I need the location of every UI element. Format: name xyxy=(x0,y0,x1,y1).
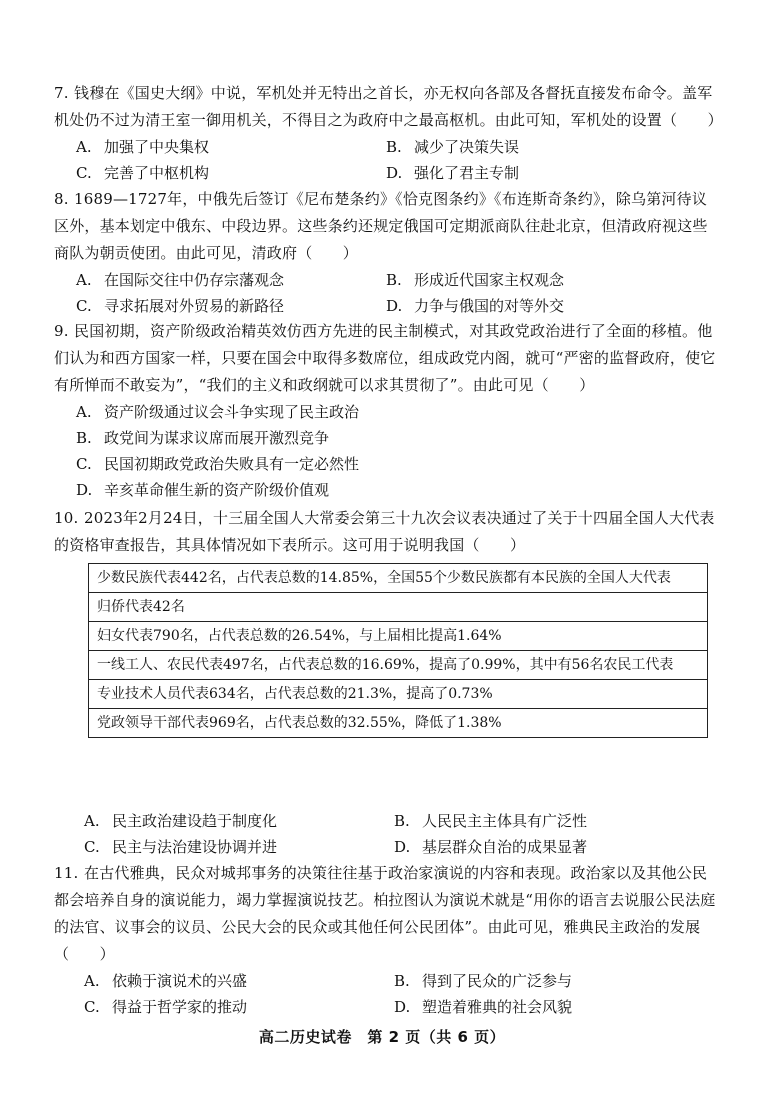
option-label: D. xyxy=(76,481,93,499)
option-text: 得益于哲学家的推动 xyxy=(112,998,248,1016)
table-row xyxy=(89,709,708,738)
question-number: 10. xyxy=(54,509,79,527)
question-9-stem xyxy=(54,318,720,399)
question-11 xyxy=(54,860,720,1020)
option-label: B. xyxy=(394,972,410,990)
option-label: C. xyxy=(76,164,92,182)
option-b[interactable] xyxy=(386,134,726,160)
option-a[interactable] xyxy=(76,134,386,160)
option-c[interactable] xyxy=(76,293,386,319)
table-cell: 妇女代表790名，占代表总数的26.54%，与上届相比提高1.64% xyxy=(89,622,708,651)
question-number: 8. xyxy=(54,190,69,208)
question-8-options xyxy=(54,267,720,319)
option-b[interactable] xyxy=(386,267,726,293)
option-text: 依赖于演说术的兴盛 xyxy=(112,972,248,990)
question-8 xyxy=(54,186,720,319)
page-footer: 高二历史试卷 第 2 页（共 6 页） xyxy=(258,1028,506,1046)
question-9 xyxy=(54,318,720,503)
option-text: 形成近代国家主权观念 xyxy=(414,271,565,289)
option-label: A. xyxy=(76,138,92,156)
question-text: 1689—1727年，中俄先后签订《尼布楚条约》《恰克图条约》《布连斯奇条约》，除乌第河待议区外，基本划定中俄东、中段边界。这些条约还规定俄国可定期派商队往赴北京，但清政府视这些商队为朝贡使团。由此可见，清政府（ ） xyxy=(54,190,708,262)
option-text: 塑造着雅典的社会风貌 xyxy=(422,998,573,1016)
question-10-options-block xyxy=(54,808,720,860)
table-cell: 党政领导干部代表969名，占代表总数的32.55%，降低了1.38% xyxy=(89,709,708,738)
option-text: 力争与俄国的对等外交 xyxy=(414,297,565,315)
option-label: C. xyxy=(84,838,100,856)
table-row xyxy=(89,622,708,651)
question-7 xyxy=(54,80,723,186)
table-cell: 一线工人、农民代表497名，占代表总数的16.69%，提高了0.99%，其中有56名农民工代表 xyxy=(89,651,708,680)
question-10 xyxy=(54,505,720,559)
option-label: A. xyxy=(84,812,100,830)
option-d[interactable] xyxy=(386,293,726,319)
option-label: A. xyxy=(76,403,92,421)
option-text: 辛亥革命催生新的资产阶级价值观 xyxy=(104,481,330,499)
question-text: 民国初期，资产阶级政治精英效仿西方先进的民主制模式，对其政党政治进行了全面的移植。他们认为和西方国家一样，只要在国会中取得多数席位，组成政党内阁，就可“严密的监督政府，使它有所惮而不敢妄为”，“我们的主义和政纲就可以求其贯彻了”。由此可见（ ） xyxy=(54,322,716,394)
option-label: D. xyxy=(386,164,403,182)
question-7-options xyxy=(54,134,720,186)
option-c[interactable] xyxy=(84,834,394,860)
option-label: D. xyxy=(386,297,403,315)
table-row xyxy=(89,651,708,680)
table-row xyxy=(89,680,708,709)
option-text: 得到了民众的广泛参与 xyxy=(422,972,573,990)
table-row xyxy=(89,593,708,622)
question-number: 11. xyxy=(54,864,79,882)
option-b[interactable] xyxy=(394,968,734,994)
table-cell: 归侨代表42名 xyxy=(89,593,708,622)
option-label: C. xyxy=(76,297,92,315)
question-text: 2023年2月24日，十三届全国人大常委会第三十九次会议表决通过了关于十四届全国人大代表的资格审查报告，其具体情况如下表所示。这可用于说明我国（ ） xyxy=(54,509,715,554)
question-10-stem xyxy=(54,505,720,559)
table-cell: 少数民族代表442名，占代表总数的14.85%，全国55个少数民族都有本民族的全国人大代表 xyxy=(89,564,708,593)
option-text: 民国初期政党政治失败具有一定必然性 xyxy=(104,455,360,473)
option-text: 人民民主主体具有广泛性 xyxy=(422,812,588,830)
question-number: 9. xyxy=(54,322,69,340)
option-label: B. xyxy=(386,271,402,289)
question-text: 钱穆在《国史大纲》中说，军机处并无特出之首长，亦无权向各部及各督抚直接发布命令。盖军机处仍不过为清王室一御用机关，不得目之为政府中之最高枢机。由此可知，军机处的设置（ ） xyxy=(54,84,723,129)
option-text: 强化了君主专制 xyxy=(414,164,520,182)
option-text: 加强了中央集权 xyxy=(104,138,210,156)
option-text: 民主与法治建设协调并进 xyxy=(112,838,278,856)
question-7-stem xyxy=(54,80,723,134)
option-text: 资产阶级通过议会斗争实现了民主政治 xyxy=(104,403,360,421)
option-text: 政党间为谋求议席而展开激烈竞争 xyxy=(104,429,330,447)
option-b[interactable] xyxy=(76,425,720,451)
option-c[interactable] xyxy=(76,160,386,186)
option-c[interactable] xyxy=(76,451,720,477)
option-c[interactable] xyxy=(84,994,394,1020)
option-label: A. xyxy=(76,271,92,289)
option-label: D. xyxy=(394,998,411,1016)
option-text: 寻求拓展对外贸易的新路径 xyxy=(104,297,285,315)
option-label: C. xyxy=(76,455,92,473)
question-number: 7. xyxy=(54,84,69,102)
option-a[interactable] xyxy=(84,808,394,834)
question-11-stem xyxy=(54,860,720,968)
option-b[interactable] xyxy=(394,808,734,834)
option-a[interactable] xyxy=(76,399,720,425)
option-d[interactable] xyxy=(394,834,734,860)
option-d[interactable] xyxy=(386,160,726,186)
option-text: 完善了中枢机构 xyxy=(104,164,210,182)
representatives-table xyxy=(88,563,708,738)
table-row xyxy=(89,564,708,593)
option-label: B. xyxy=(76,429,92,447)
option-d[interactable] xyxy=(394,994,734,1020)
option-label: B. xyxy=(386,138,402,156)
option-text: 在国际交往中仍存宗藩观念 xyxy=(104,271,285,289)
option-d[interactable] xyxy=(76,477,720,503)
option-text: 基层群众自治的成果显著 xyxy=(422,838,588,856)
option-label: A. xyxy=(84,972,100,990)
question-10-options xyxy=(54,808,720,860)
table-cell: 专业技术人员代表634名，占代表总数的21.3%，提高了0.73% xyxy=(89,680,708,709)
option-a[interactable] xyxy=(84,968,394,994)
question-9-options xyxy=(54,399,720,503)
option-a[interactable] xyxy=(76,267,386,293)
question-11-options xyxy=(54,968,720,1020)
option-text: 减少了决策失误 xyxy=(414,138,520,156)
option-label: C. xyxy=(84,998,100,1016)
question-text: 在古代雅典，民众对城邦事务的决策往往基于政治家演说的内容和表现。政治家以及其他公民都会培养自身的演说能力，竭力掌握演说技艺。柏拉图认为演说术就是“用你的语言去说服公民法庭的法官、议事会的议员、公民大会的民众或其他任何公民团体”。由此可见，雅典民主政治的发展（ ） xyxy=(54,864,716,963)
option-label: B. xyxy=(394,812,410,830)
option-text: 民主政治建设趋于制度化 xyxy=(112,812,278,830)
option-label: D. xyxy=(394,838,411,856)
question-8-stem xyxy=(54,186,720,267)
